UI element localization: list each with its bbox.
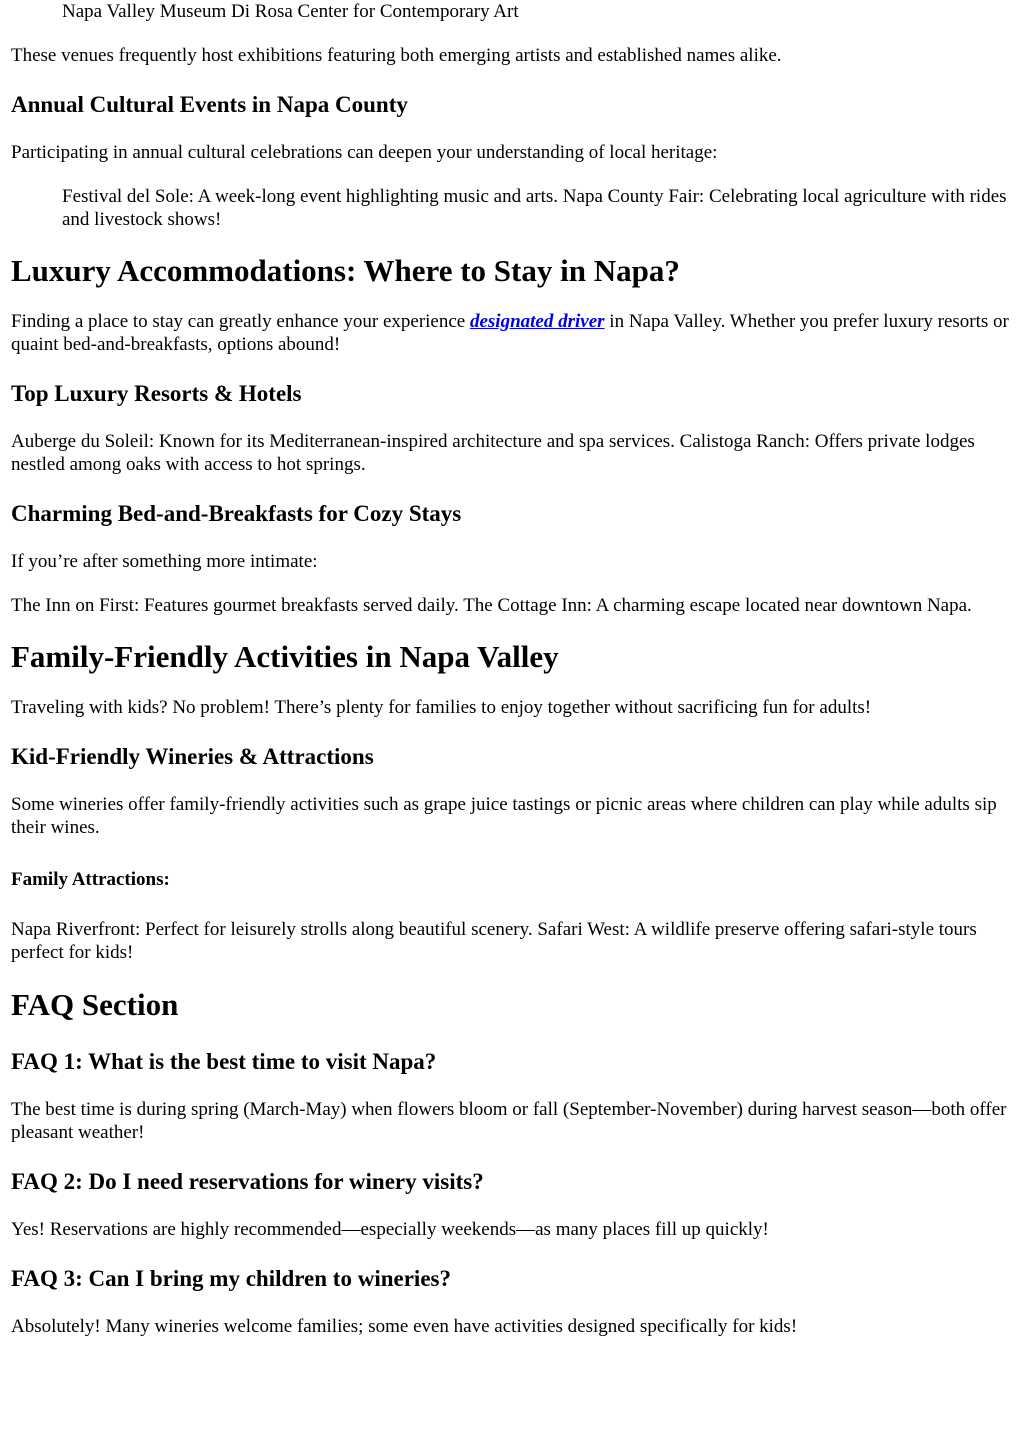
bnb-intro-paragraph: If you’re after something more intimate: (11, 551, 318, 572)
faq-question: FAQ 3: Can I bring my children to wineries? (11, 1266, 451, 1291)
luxury-intro-before: Finding a place to stay can greatly enhance your experience (11, 311, 470, 332)
kid-friendly-heading: Kid-Friendly Wineries & Attractions (11, 744, 374, 769)
venues-paragraph: These venues frequently host exhibitions featuring both emerging artists and established names alike. (11, 45, 782, 66)
faq-answer: Absolutely! Many wineries welcome families; some even have activities designed specifically for kids! (11, 1316, 798, 1337)
bnb-paragraph: The Inn on First: Features gourmet breakfasts served daily. The Cottage Inn: A charming escape located near downtown Napa. (11, 595, 972, 616)
family-attractions-paragraph: Napa Riverfront: Perfect for leisurely strolls along beautiful scenery. Safari West: A wildlife preserve offering safari-style tours perfect for kids! (11, 919, 977, 963)
luxury-intro-paragraph (11, 310, 1015, 356)
kid-friendly-paragraph: Some wineries offer family-friendly activities such as grape juice tastings or picnic areas where children can play while adults sip their wines. (11, 794, 997, 838)
faq-heading: FAQ Section (11, 987, 179, 1022)
museum-quote: Napa Valley Museum Di Rosa Center for Contemporary Art (62, 1, 519, 22)
annual-events-quote: Festival del Sole: A week-long event highlighting music and arts. Napa County Fair: Celebrating local agriculture with rides and livestock shows! (62, 186, 1007, 230)
family-attractions-heading: Family Attractions: (11, 869, 170, 890)
faq-answer: The best time is during spring (March-May) when flowers bloom or fall (September-November) during harvest season—both offer pleasant weather! (11, 1099, 1007, 1143)
faq-question: FAQ 1: What is the best time to visit Napa? (11, 1049, 437, 1074)
luxury-heading: Luxury Accommodations: Where to Stay in Napa? (11, 253, 680, 288)
annual-events-intro: Participating in annual cultural celebrations can deepen your understanding of local heritage: (11, 142, 718, 163)
faq-question: FAQ 2: Do I need reservations for winery visits? (11, 1169, 484, 1194)
bnb-heading: Charming Bed-and-Breakfasts for Cozy Stays (11, 501, 462, 526)
annual-events-heading: Annual Cultural Events in Napa County (11, 92, 408, 117)
resorts-heading: Top Luxury Resorts & Hotels (11, 381, 302, 406)
family-heading: Family-Friendly Activities in Napa Valley (11, 639, 559, 674)
faq-answer: Yes! Reservations are highly recommended—especially weekends—as many places fill up quickly! (11, 1219, 769, 1240)
family-intro-paragraph: Traveling with kids? No problem! There’s plenty for families to enjoy together without sacrificing fun for adults! (11, 697, 872, 718)
resorts-paragraph: Auberge du Soleil: Known for its Mediterranean-inspired architecture and spa services. Calistoga Ranch: Offers private lodges nestled among oaks with access to hot springs. (11, 431, 975, 475)
designated-driver-link[interactable]: designated driver (469, 311, 605, 332)
luxury-intro-after: in Napa Valley. Whether you prefer luxury resorts or quaint bed-and-breakfasts, options abound! (11, 311, 1009, 355)
